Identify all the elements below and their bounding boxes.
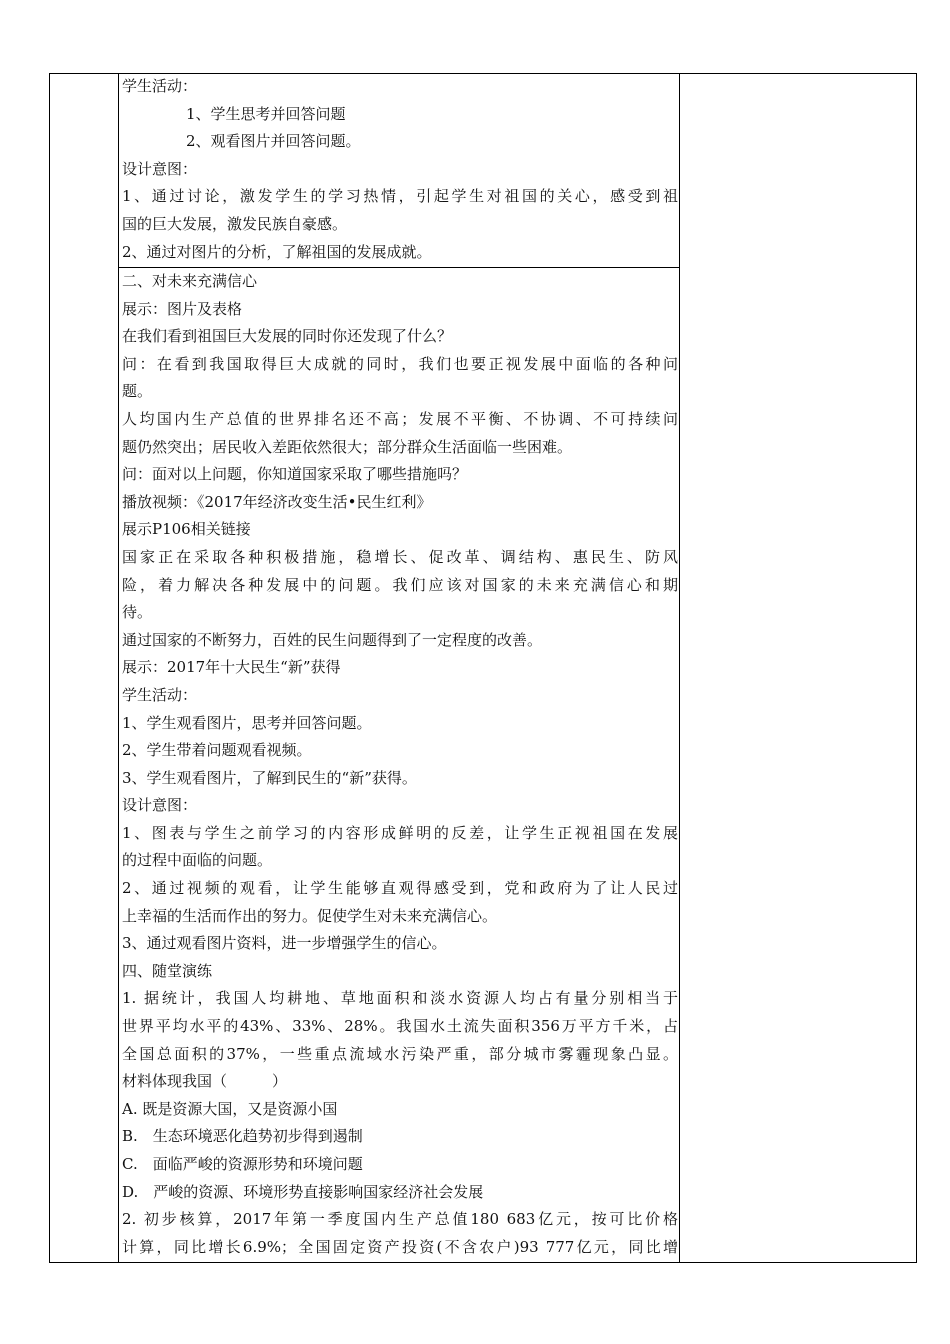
text-line: 展示：图片及表格	[122, 299, 243, 318]
question-line: 全国总面积的37%，一些重点流域水污染严重，部分城市雾霾现象凸显。	[122, 1044, 678, 1063]
text-line: 国家正在采取各种积极措施，稳增长、促改革、调结构、惠民生、防风	[122, 547, 678, 566]
section-heading: 四、随堂演练	[122, 961, 213, 980]
text-line: 问：面对以上问题，你知道国家采取了哪些措施吗？	[122, 465, 468, 484]
text-line: 展示：2017年十大民生“新”获得	[122, 658, 341, 677]
question-line: 世界平均水平的43%、33%、28%。我国水土流失面积356万平方千米，占	[122, 1017, 678, 1036]
question-line: 1. 据统计，我国人均耕地、草地面积和淡水资源人均占有量分别相当于	[122, 989, 678, 1008]
text-line: 人均国内生产总值的世界排名还不高；发展不平衡、不协调、不可持续问	[122, 409, 678, 428]
text-line: 问：在看到我国取得巨大成就的同时，我们也要正视发展中面临的各种问	[122, 354, 678, 373]
text-line: 1、图表与学生之前学习的内容形成鲜明的反差，让学生正视祖国在发展	[122, 823, 678, 842]
text-line: 学生活动：	[122, 77, 198, 95]
section-heading: 二、对未来充满信心	[122, 272, 258, 290]
text-line: 设计意图：	[122, 796, 198, 815]
text-line: 3、学生观看图片，了解到民生的“新”获得。	[122, 768, 417, 787]
text-line: 的过程中面临的问题。	[122, 851, 273, 870]
table-border-right	[916, 73, 917, 1263]
text-line: 题。	[122, 382, 153, 401]
text-line: 2、通过视频的观看，让学生能够直观得感受到，党和政府为了让人民过	[122, 879, 678, 898]
table-border-bottom	[49, 1262, 917, 1263]
question-line: 材料体现我国（ ）	[122, 1072, 288, 1091]
text-line: 通过国家的不断努力，百姓的民生问题得到了一定程度的改善。	[122, 630, 543, 649]
table-border-left	[49, 73, 50, 1263]
table-divider-1	[118, 73, 119, 1263]
text-line: 展示P106相关链接	[122, 520, 251, 539]
text-line: 题仍然突出；居民收入差距依然很大；部分群众生活面临一些困难。	[122, 437, 573, 456]
answer-option-c: C. 面临严峻的资源形势和环境问题	[122, 1155, 363, 1173]
text-line: 设计意图：	[122, 159, 198, 178]
activity-cell	[122, 73, 678, 266]
answer-option-b: B. 生态环境恶化趋势初步得到遏制	[122, 1127, 363, 1146]
lesson-content-cell	[122, 268, 678, 1261]
text-line: 险，着力解决各种发展中的问题。我们应该对国家的未来充满信心和期	[122, 575, 678, 594]
text-line: 1、学生思考并回答问题	[186, 104, 346, 123]
text-line: 2、观看图片并回答问题。	[186, 132, 361, 151]
text-line: 3、通过观看图片资料，进一步增强学生的信心。	[122, 934, 447, 953]
text-line: 学生活动：	[122, 685, 198, 704]
text-line: 国的巨大发展，激发民族自豪感。	[122, 214, 348, 233]
text-line: 播放视频：《2017年经济改变生活•民生红利》	[122, 492, 432, 511]
question-line: 计算，同比增长6.9%；全国固定资产投资(不含农户)93 777亿元，同比增	[122, 1237, 678, 1256]
answer-option-a: A. 既是资源大国，又是资源小国	[122, 1099, 338, 1118]
text-line: 1、通过讨论，激发学生的学习热情，引起学生对祖国的关心，感受到祖	[122, 187, 678, 206]
text-line: 1、学生观看图片，思考并回答问题。	[122, 713, 372, 732]
text-line: 2、通过对图片的分析，了解祖国的发展成就。	[122, 242, 432, 261]
text-line: 待。	[122, 603, 153, 622]
answer-option-d: D. 严峻的资源、环境形势直接影响国家经济社会发展	[122, 1182, 484, 1201]
text-line: 上幸福的生活而作出的努力。促使学生对未来充满信心。	[122, 906, 498, 925]
text-line: 2、学生带着问题观看视频。	[122, 741, 312, 760]
table-divider-2	[679, 73, 680, 1263]
question-line: 2. 初步核算，2017年第一季度国内生产总值180 683亿元，按可比价格	[122, 1210, 678, 1229]
text-line: 在我们看到祖国巨大发展的同时你还发现了什么？	[122, 327, 453, 346]
